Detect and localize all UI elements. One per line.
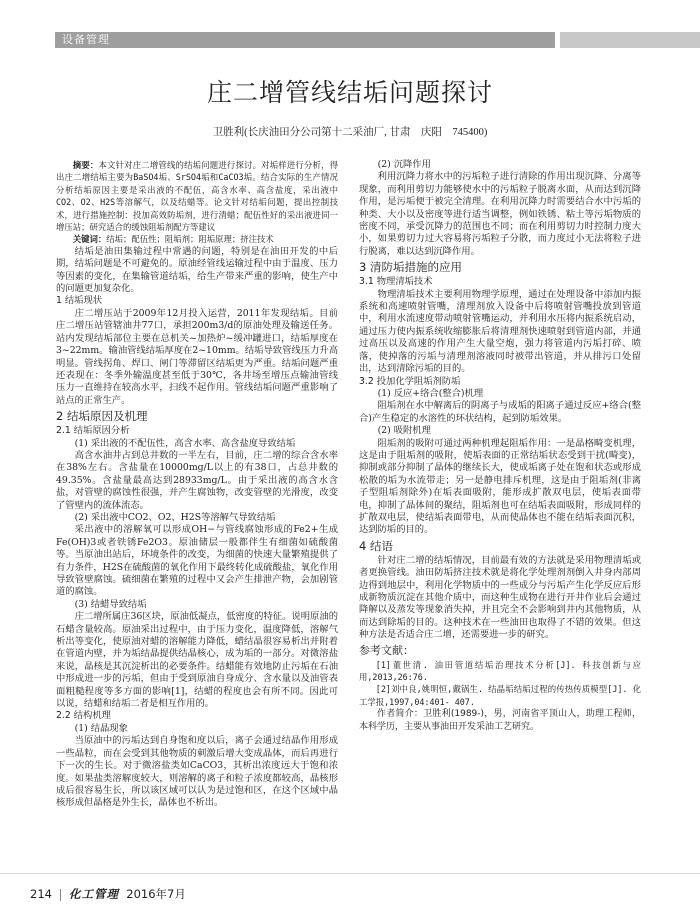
item-4-label: (1) 结晶现象 bbox=[74, 722, 128, 734]
article-title: 庄二增管线结垢问题探讨 bbox=[206, 78, 493, 107]
abstract bbox=[56, 159, 338, 233]
abstract-text: 本文针对庄二增管线的结垢问题进行探讨。对垢样进行分析，得出庄二增结垢主要为BaSO4垢、SrSO4垢和CaCO3垢。结合实际的生产情况分析结垢原因主要是采出液的不配伍，高含水率、高含盐度，采出液中CO2、O2、H2S等溶解气，以及结蜡等。论文针对结垢问题，提出控制技术，进行措施控制：投加高效防垢剂，进行清蜡；配伍性好的采出液进同一增压站；研究适合的缓蚀阻垢剂配方等建议 bbox=[56, 160, 339, 233]
page-number: 214 bbox=[30, 887, 52, 901]
item-2-text: 采出液中的溶解氧可以形成OH−与管线腐蚀形成的Fe2+生成Fe(OH)3或者铁锈Fe2O3。原油储层一般都伴生有细菌如硫酸菌等。当原油出站后，环境条件的改变，为细菌的快速大量繁殖提供了有力条件，H2S在硫酸菌的氧化作用下最终转化成硫酸盐，氧化作用导致管壁腐蚀。硫细菌在繁殖的过程中又会产生排泄产物，会加剧管道的腐蚀。 bbox=[56, 524, 338, 598]
keywords-label: 关键词： bbox=[72, 234, 107, 245]
page-header bbox=[0, 0, 700, 58]
item-5-text: 利用沉降力将水中的污垢粒子进行清除的作用出现沉降、分离等现象，而利用剪切力能够使水中的污垢粒子脱离水面，从而达到沉降作用，是污垢便于被完全清理。在利用沉降力时需要结合水中污垢的种类、大小以及密度等进行适当调整，例如铁锈、粘土等污垢物质的密度不同，承受沉降力的范围也不同；而在利用剪切力时控制力度大小，如果剪切力过大容易将污垢粒子分散，而力度过小无法将粒子进行脱离，难以达到沉降作用。 bbox=[359, 171, 641, 257]
section-4-heading: 4 结语 bbox=[359, 538, 393, 553]
intro-paragraph: 结垢是油田集输过程中常遇的问题，特别是在油田开发的中后期，结垢问题是不可避免的。原油经管线运输过程中由于温度、压力等因素的变化，在集输管道结垢，给生产带来严重的影响，使生产中的问题更加复杂化。 bbox=[56, 245, 338, 295]
footer-divider bbox=[0, 873, 700, 874]
section-4-text: 针对庄二增的结垢情况，目前最有效的方法就是采用物理清垢或者更换管线。油田防垢挤注技术就是将化学处理剂剂倒入井身内部周边得到地层中，利用化学物质中的一些成分与污垢产生化学反应后形成新物质沉淀在其他介质中，而这种生成物在进行开井作业后会通过降解以及蒸发等现象消失掉，并且完全不会影响到井内其他物质，从而达到除垢的目的。这种技术在一些油田也取得了不错的效果。但这种方法是否适合庄二增，还需要进一步的研究。 bbox=[359, 554, 641, 641]
item-4-text: 当原油中的污垢达到自身饱和度以后，离子会通过结晶作用形成一些晶粒，而在会受到其他物质的刺激后增大变成晶体，而后再进行下一次的生长。对于微溶盐类如CaCO3，其析出浓度远大于饱和浓度。如果盐类溶解度较大，则溶解的离子和粒子浓度都较高，晶核形成后很容易生长，所以该区域可以认为是过饱和区，在这个区域中晶核形成但晶格是外生长，晶体也不析出。 bbox=[56, 735, 338, 809]
left-column bbox=[56, 159, 338, 810]
section-1-text: 庄二增压站于2009年12月投入运营，2011年发现结垢。目前庄二增压站管辖油井77口，承担200m3/d的原油处理及输送任务。站内发现结垢部位主要在总机关~加热炉~缓冲罐进口，结垢厚度在3~22mm。输油管线结垢厚度在2~10mm。结垢导致管线压力升高明显。管线拐角、焊口、闸门等滞留区结垢更为严重。结垢问题严重还表现在：冬季外输温度甚至低于30℃，各井场至增压点输油管线压力一直维持在较高水平，扫线不起作用。管线结垢问题严重影响了站点的正常生产。 bbox=[56, 307, 338, 406]
abstract-label: 摘要： bbox=[72, 160, 99, 170]
mechanism-1-text: 阻垢剂在水中解离后的阴离子与成垢的阳离子通过反应+络合(整合)产生稳定的水溶性的环状结构，起到防垢效果。 bbox=[359, 400, 641, 424]
section-3-2-heading: 3.2 投加化学阻垢剂防垢 bbox=[359, 375, 461, 387]
footer-separator bbox=[60, 889, 61, 901]
section-tag: 设备管理 bbox=[55, 32, 555, 48]
magazine-name: 化工管理 bbox=[68, 887, 119, 901]
section-3-1-heading: 3.1 物理清垢技术 bbox=[359, 276, 433, 288]
page-footer bbox=[30, 886, 186, 902]
author-bio: 作者简介：卫胜利(1989-)，男，河南省平顶山人，助理工程师，本科学历，主要从事油田开发采油工艺研究。 bbox=[359, 709, 641, 732]
mechanism-2-text: 阻垢剂的吸附可通过两种机理起阻垢作用：一是晶格畸变机理，这是由于阻垢剂的吸附，使垢表面的正常结垢状态受到干扰(畸变)，抑制或部分抑制了晶体的继续长大，使成垢离子处在饱和状态或形成松散的垢为水流带走；另一是静电排斥机理，这是由于阻垢剂(非离子型阻垢剂除外)在垢表面吸附，能形成扩散双电层，使垢表面带电，抑制了晶体间的聚结，阻垢剂也可在结垢表面吸附，形成同样的扩散双电层，使结垢表面带电，从而使晶体也不能在结垢表面沉积，达到防垢的目的。 bbox=[359, 437, 641, 536]
item-2-label: (2) 采出液中CO2、O2、H2S等溶解气导致结垢 bbox=[74, 511, 276, 523]
reference-item: [1]董世清. 油田管道结垢治理技术分析[J]. 科技创新与应用,2013,26:76. bbox=[359, 659, 641, 683]
section-1-heading: 1 结垢现状 bbox=[56, 295, 103, 307]
section-2-heading: 2 结垢原因及机理 bbox=[56, 409, 148, 424]
keywords bbox=[56, 233, 338, 245]
keywords-text: 结垢；配伍性；阻垢剂；阻垢原理；挤注技术 bbox=[106, 234, 274, 245]
section-3-1-text: 物理清垢技术主要利用物理学原理，通过在处理设备中添加内振系统和高速喷射管嘴，清理剂放入设备中后将喷射管嘴投放到管道中，利用水流速度带动喷射管嘴运动，并利用水压将内振系统启动，通过压力使内振系统收缩膨胀后将清理剂快速喷射到管道内部，并通过高压以及高速的作用产生大量空炮，强力将管道内污垢打碎、喷落，使掉落的污垢与清理剂溶液同时被带出管道，并从排污口处留出，达到清除污垢的目的。 bbox=[359, 288, 641, 375]
header-bar bbox=[560, 32, 700, 48]
item-3-text: 庄二增所属庄36区块，原油低凝点，低密度的特征。说明原油的石蜡含量较高。原油采出过程中，由于压力变化，温度降低，溶解气析出等变化，使原油对蜡的溶解能力降低，蜡结晶很容易析出并附着在管道内壁，并为垢结晶提供结晶核心，成为垢的一部分。对微溶盐来说，晶核是其沉淀析出的必要条件。结蜡能有效地防止污垢在石油中形成进一步的污垢，但由于受到原油自身成分、含水量以及油管表面粗糙程度等多方面的影响[1]，结蜡的程度也会有所不同。因此可以说，结蜡和结垢二者是相互作用的。 bbox=[56, 611, 338, 710]
reference-item: [2]刘中良,姚明恒,戴锅生. 结晶垢结垢过程的传热传质模型[J]. 化工学报,1997,04:401- 407. bbox=[359, 684, 641, 707]
item-1-label: (1) 采出液的不配伍性，高含水率、高含盐度导致结垢 bbox=[74, 437, 296, 449]
mechanism-1-label: (1) 反应+络合(整合)机理 bbox=[377, 387, 484, 399]
right-column bbox=[359, 159, 641, 733]
author-line: 卫胜利(长庆油田分公司第十二采油厂, 甘肃 庆阳 745400) bbox=[212, 127, 488, 138]
references-heading: 参考文献： bbox=[359, 643, 414, 657]
section-2-2-heading: 2.2 结构机理 bbox=[56, 710, 111, 722]
item-1-text: 高含水油井占到总井数的一半左右，目前，庄二增的综合含水率在38%左右。含盐量在10000mg/L以上的有38口，占总井数的49.35%。含盐量最高达到28933mg/L。由于采出液的高含水含盐，对管壁的腐蚀性很强，并产生腐蚀物，改变管壁的光滑度，改变了管壁内的流体流态。 bbox=[56, 449, 338, 511]
issue-date: 2016年7月 bbox=[126, 887, 186, 901]
section-3-heading: 3 清防垢措施的应用 bbox=[359, 260, 462, 275]
mechanism-2-label: (2) 吸附机理 bbox=[377, 425, 431, 437]
item-5-label: (2) 沉降作用 bbox=[377, 159, 431, 170]
item-3-label: (3) 结蜡导致结垢 bbox=[74, 598, 147, 610]
section-2-1-heading: 2.1 结垢原因分析 bbox=[56, 425, 130, 437]
